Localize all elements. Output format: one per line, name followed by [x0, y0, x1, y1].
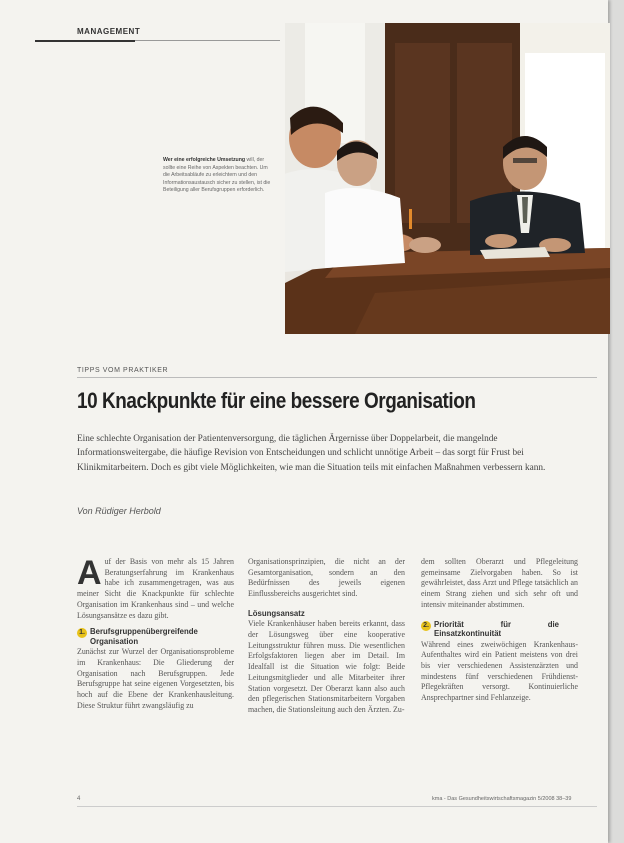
photo-caption-bold: Wer eine erfolgreiche Umsetzung: [163, 157, 246, 163]
header-rule-accent: [35, 40, 135, 42]
footer-rule: [77, 806, 597, 807]
meeting-photo: [285, 23, 610, 334]
article-column-1: [77, 554, 234, 711]
column-3-paragraph-1: dem sollten Oberarzt und Pflegeleitung gemeinsame Zielvorgaben haben. So ist gewährleistet, dass Arzt und Pflege tatsächlich an einem Strang ziehen und sich sehr oft und intensiv miteinander abstimmen.: [421, 557, 578, 609]
subhead-2-title: Priorität für die Einsatzkontinuität: [434, 619, 559, 639]
number-badge-1: 1.: [77, 628, 87, 638]
article-column-2: [248, 557, 405, 716]
dropcap-letter: A: [77, 554, 102, 592]
column-3-paragraph-2: Während eines zweiwöchigen Krankenhaus-Aufenthaltes wird ein Patient meistens von drei bis vier verschiedenen Assistenzärzten und mindestens fünf verschiedenen Frühdienst-Pflegekräften versorgt. Kontinuierliche Ansprechpartner sind Fehlanzeige.: [421, 639, 578, 703]
article-lead: Eine schlechte Organisation der Patientenversorgung, die täglichen Ärgernisse über Doppelarbeit, die mangelnde Informationsweitergabe, die häufige Revision von Entscheidungen und schlicht unnötige Arbeit – das sorgt für Frust bei Klinikmitarbeitern. Doch es gibt viele Möglichkeiten, wie man die Situation teils mit einfachen Maßnahmen verbessern kann.: [77, 434, 546, 473]
section-label: MANAGEMENT: [77, 27, 141, 36]
article-title: 10 Knackpunkte für eine bessere Organisation: [77, 388, 476, 413]
journal-footer: kma - Das Gesundheitswirtschaftsmagazin 5/2008 38–39: [432, 796, 572, 802]
article-author: Von Rüdiger Herbold: [77, 506, 161, 516]
subhead-2: [421, 620, 578, 639]
column-2-paragraph-2: Viele Krankenhäuser haben bereits erkannt, dass der Lösungsweg über eine kooperative Leitungsstruktur führen muss. Die wesentlichen Erfolgsfaktoren liegen aber im Detail. Im Idealfall ist die Situation wie folgt: Beide Leitungsmitglieder und alle Mitarbeiter ihrer Station vorgesetzt. Der Oberarzt kann also auch den pflegerischen Stationsmitarbeitern Vorgaben machen, die Stationsleitung auch den Ärzten. Zu-: [248, 619, 405, 714]
intro-paragraph: [77, 554, 234, 621]
photo-caption-text: will, der sollte eine Reihe von Aspekten beachten. Um die Arbeitsabläufe zu erleichtern und den Informationsaustausch sicher zu stellen, ist die Beteiligung aller Berufsgruppen erforderlich.: [163, 157, 271, 194]
intro-text: uf der Basis von mehr als 15 Jahren Beratungserfahrung im Krankenhaus habe ich zusammengetragen, was aus meiner Sicht die Knackpunkte für schlechte Organisation im Krankenhaus sind – und welche Lösungsansätze es dazu gibt.: [77, 557, 234, 620]
section-1-paragraph: Zunächst zur Wurzel der Organisationsprobleme im Krankenhaus: Die Gliederung der Organisation nach Berufsgruppen. Jede Berufsgruppe hat seine eigenen Vorgesetzten, bis hoch auf die Ebene der Krankenhausleitung. Diese Struktur führt zwangsläufig zu: [77, 647, 234, 710]
kicker-rule: [77, 377, 597, 378]
subhead-1: [77, 627, 234, 646]
page-number: 4: [77, 796, 81, 802]
meeting-photo-illustration: [285, 23, 610, 334]
subhead-1-title: Berufsgruppenübergreifende Organisation: [90, 627, 198, 646]
photo-caption: [163, 157, 273, 195]
number-badge-2: 2.: [421, 621, 431, 631]
article-column-3: [421, 557, 578, 704]
article-kicker: TIPPS VOM PRAKTIKER: [77, 367, 169, 374]
subhead-solution: Lösungsansatz: [248, 608, 305, 618]
column-2-paragraph-1: Organisationsprinzipien, die nicht an der Gesamtorganisation, sondern an den Bedürfnissen des jeweils eigenen Einflussbereichs ausgerichtet sind.: [248, 557, 405, 599]
